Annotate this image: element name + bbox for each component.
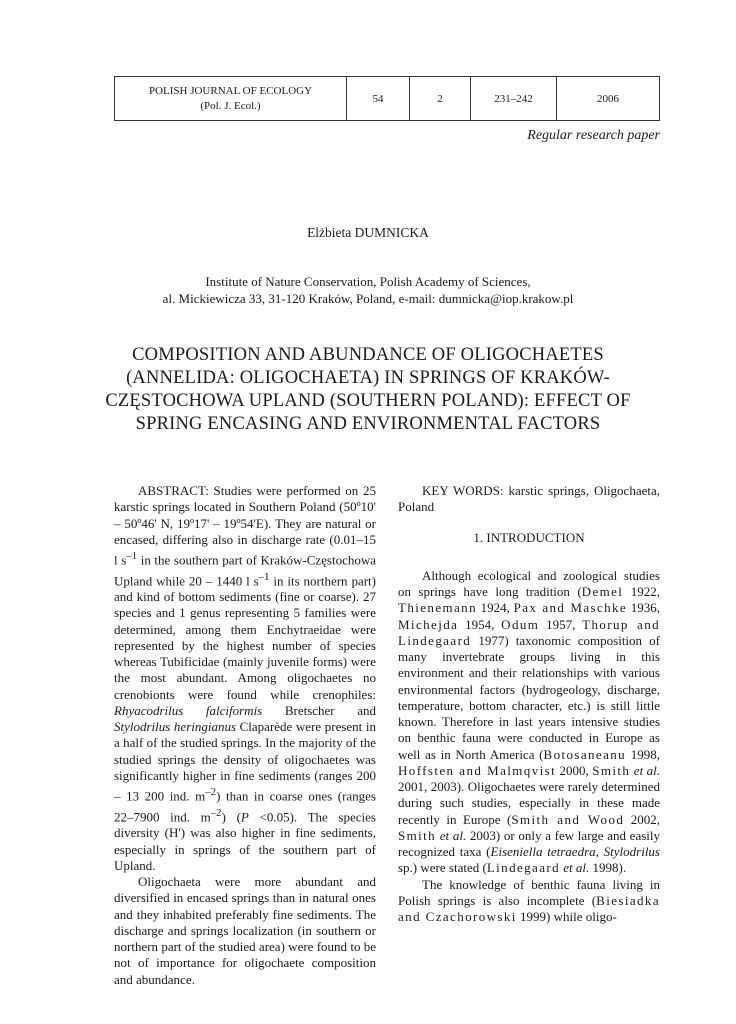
left-column [114, 483, 376, 988]
year-cell: 2006 [557, 77, 660, 121]
affiliation-line-1: Institute of Nature Conservation, Polish Academy of Sciences, [205, 274, 531, 289]
introduction-paragraph-2: The knowledge of benthic fauna living in Polish springs is also incomplete (Biesiadka and Czachorowski 1999) while oligo- [398, 876, 660, 924]
author-name: Elżbieta DUMNICKA [307, 225, 429, 240]
introduction-heading: 1. INTRODUCTION [473, 529, 585, 545]
pages-cell: 231–242 [471, 77, 557, 121]
affiliation-line-2: al. Mickiewicza 33, 31-120 Kraków, Poland, e-mail: dumnicka@iop.krakow.pl [162, 291, 574, 306]
title-line-3: CZĘSTOCHOWA UPLAND (SOUTHERN POLAND): EFFECT OF [105, 391, 631, 411]
journal-abbreviation: (Pol. J. Ecol.) [200, 99, 261, 112]
paper-title [80, 344, 656, 436]
journal-info-table [114, 76, 660, 121]
affiliation [0, 273, 736, 307]
volume-cell: 54 [347, 77, 410, 121]
journal-name-cell [115, 77, 347, 121]
introduction-paragraph-1: Although ecological and zoological studies on springs have long tradition (Demel 1922, Thienemann 1924, Pax and Maschke 1936, Michejda 1954, Odum 1957, Thorup and Lindegaard 1977) taxonomic composition of many invertebrate groups living in this environment and their relationships with various environmental factors (hydrogeology, discharge, temperature, bottom character, etc.) is still little known. Therefore in last years intensive studies on benthic fauna were conducted in Europe as well as in North America (Botosaneanu 1998, Hoffsten and Malmqvist 2000, Smith et al. 2001, 2003). Oligochaetes were rarely determined during such studies, especially in these made recently in Europe (Smith and Wood 2002, Smith et al. 2003) or only a few large and easily recognized taxa (Eiseniella tetraedra, Stylodrilus sp.) were stated (Lindegaard et al. 1998). [398, 567, 661, 876]
journal-name: POLISH JOURNAL OF ECOLOGY [148, 84, 313, 97]
issue-cell: 2 [410, 77, 471, 121]
title-line-2: (ANNELIDA: OLIGOCHAETA) IN SPRINGS OF KRAKÓW- [126, 368, 610, 388]
title-line-1: COMPOSITION AND ABUNDANCE OF OLIGOCHAETES [132, 345, 604, 365]
right-column [398, 483, 660, 925]
title-line-4: SPRING ENCASING AND ENVIRONMENTAL FACTORS [135, 414, 601, 434]
abstract-paragraph-2: Oligochaeta were more abundant and diversified in encased springs than in natural ones and they inhabited preferably fine sediments. The discharge and springs localization (in southern or northern part of the studied area) were found to be not of importance for oligochaete composition and abundance. [114, 874, 376, 987]
abstract-paragraph-1: ABSTRACT: Studies were performed on 25 karstic springs located in Southern Poland (50º10' – 50º46' N, 19º17' – 19º54'E). They are natural or encased, differing also in discharge rate (0.01–15 l $s^{-1}$ in the southern part of Kraków-Częstochowa Upland while 20 – 1440 l $s^{-1}$ in its northern part) and kind of bottom sediments (fine or coarse). 27 species and 1 genus representing 5 families were determined, among them Enchytraeidae were represented by the highest number of species whereas Tubificidae (mainly juvenile forms) were the most abundant. Among oligochaetes no crenobionts were found while crenophiles: Rhyacodrilus falciformis Bretscher and Stylodrilus heringianus Claparède were present in a half of the studied springs. In the majority of the studied springs the density of oligochaetes was significantly higher in fine sediments (ranges 200 – 13 200 ind. $m^{-2}$) than in coarse ones (ranges 22–7900 ind. $m^{-2}$) (P <0.05). The species diversity (H') was also higher in fine sediments, especially in springs of the southern part of Upland. [114, 483, 377, 873]
keywords: KEY WORDS: karstic springs, Oligochaeta, Poland [398, 483, 660, 515]
paper-type: Regular research paper [527, 128, 660, 143]
